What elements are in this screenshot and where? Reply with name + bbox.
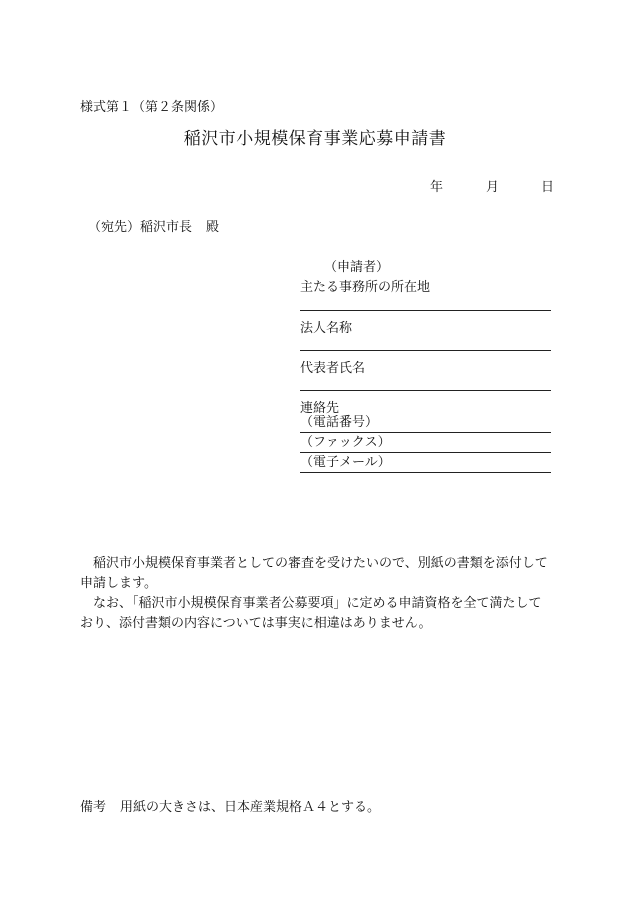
remarks-text: 用紙の大きさは、日本産業規格Ａ４とする。 <box>120 800 381 815</box>
fax-line[interactable] <box>300 433 551 453</box>
application-statement <box>80 554 552 634</box>
statement-paragraph-1: 稲沢市小規模保育事業者としての審査を受けたいので、別紙の書類を添付して申請します。 <box>80 556 548 591</box>
applicant-heading: （申請者） <box>324 260 390 275</box>
statement-paragraph-2: なお、「稲沢市小規模保育事業者公募要項」に定める申請資格を全て満たしており、添付書類の内容については事実に相違はありません。 <box>80 596 542 631</box>
office-address-label: 主たる事務所の所在地 <box>300 280 431 295</box>
addressee-honorific: 殿 <box>206 220 220 235</box>
corporation-name-label: 法人名称 <box>300 321 353 336</box>
corporation-name-line[interactable] <box>300 350 551 351</box>
office-address-line[interactable] <box>300 310 551 311</box>
document-title: 稲沢市小規模保育事業応募申請書 <box>183 129 447 149</box>
representative-label: 代表者氏名 <box>300 361 366 376</box>
date-day-label: 日 <box>541 180 555 195</box>
phone-label: （電話番号） <box>300 415 379 430</box>
date-row <box>430 176 554 195</box>
fax-label: （ファックス） <box>300 435 391 450</box>
addressee <box>88 216 219 235</box>
addressee-name: 稲沢市長 <box>140 220 193 235</box>
date-month-label: 月 <box>486 180 500 195</box>
date-year-label: 年 <box>430 180 444 195</box>
contact-label: 連絡先 <box>300 401 340 416</box>
remarks <box>80 796 380 815</box>
email-label: （電子メール） <box>300 455 391 470</box>
representative-line[interactable] <box>300 390 551 391</box>
form-number: 様式第１（第２条関係） <box>80 100 224 115</box>
remarks-label: 備考 <box>80 800 107 815</box>
email-line[interactable] <box>300 453 551 473</box>
addressee-prefix: （宛先） <box>88 220 141 235</box>
phone-line[interactable] <box>300 413 551 433</box>
